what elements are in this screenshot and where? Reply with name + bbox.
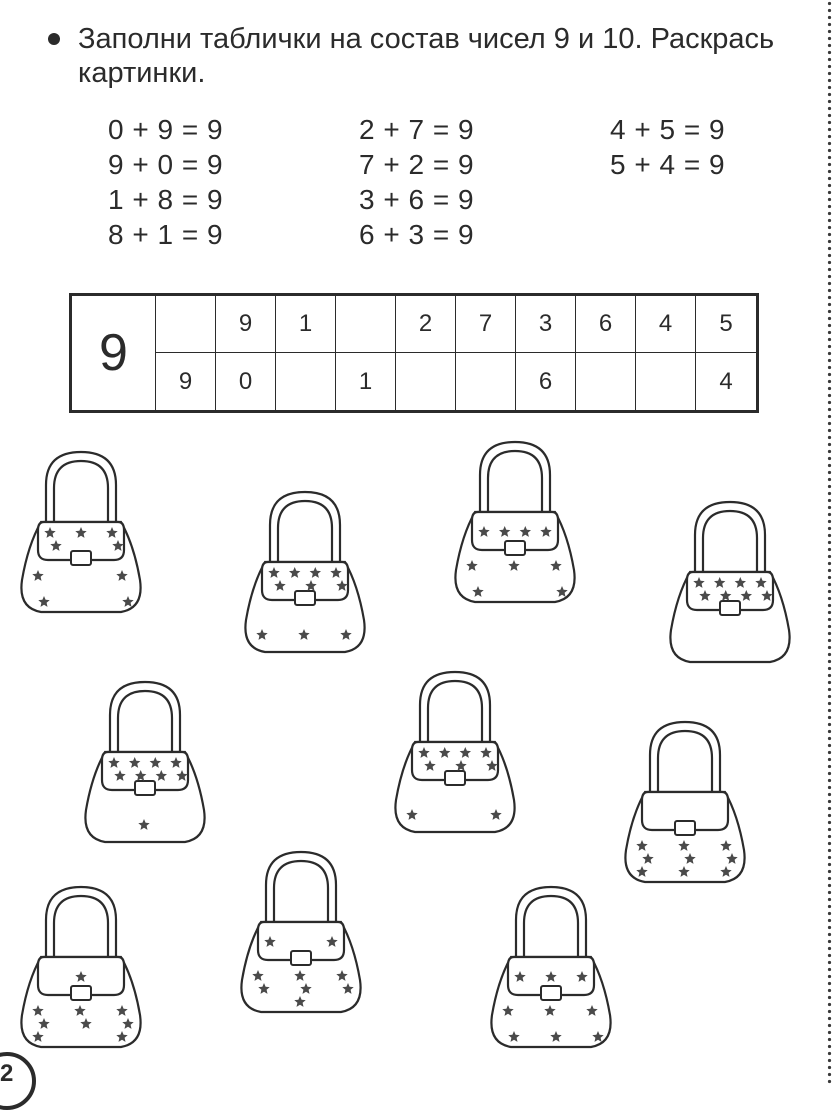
bag-handle	[270, 492, 340, 568]
equation: 8 + 1 = 9	[108, 219, 224, 250]
bag-handle-inner	[54, 896, 108, 963]
bag-handle	[266, 852, 336, 928]
handbag-8[interactable]	[21, 887, 140, 1047]
bag-handle	[695, 502, 765, 578]
bullet-icon	[48, 33, 60, 45]
bag-handle	[110, 682, 180, 758]
equations-column-2	[359, 112, 474, 252]
bag-handle	[480, 442, 550, 518]
bag-clasp	[675, 821, 695, 835]
table-cell-bottom[interactable]: 1	[336, 353, 396, 410]
table-cell-bottom[interactable]: 0	[216, 353, 276, 410]
table-cell-bottom[interactable]	[636, 353, 696, 410]
bag-handle-inner	[274, 861, 328, 928]
handbag-1[interactable]	[21, 452, 140, 612]
table-cell-bottom[interactable]: 4	[719, 367, 733, 395]
equations-column-3	[610, 112, 725, 182]
table-cell-top[interactable]: 1	[276, 296, 336, 353]
bag-clasp	[295, 591, 315, 605]
bag-clasp	[291, 951, 311, 965]
table-cell-bottom[interactable]	[396, 353, 456, 410]
handbag-6[interactable]	[395, 672, 514, 832]
equation: 0 + 9 = 9	[108, 114, 224, 145]
handbag-5[interactable]	[85, 682, 204, 842]
bag-clasp	[135, 781, 155, 795]
bag-handle	[650, 722, 720, 798]
equation: 9 + 0 = 9	[108, 149, 224, 180]
equations-column-1	[108, 112, 223, 252]
page-edge-dots	[827, 0, 832, 1086]
handbag-2[interactable]	[245, 492, 364, 652]
handbag-7[interactable]	[625, 722, 744, 882]
table-cell-top[interactable]: 2	[396, 296, 456, 353]
handbag-9[interactable]	[241, 852, 360, 1012]
bag-clasp	[505, 541, 525, 555]
bag-handle-inner	[488, 451, 542, 518]
table-cell-bottom[interactable]	[576, 353, 636, 410]
equation: 6 + 3 = 9	[359, 219, 475, 250]
bag-clasp	[71, 551, 91, 565]
bag-handle-inner	[54, 461, 108, 528]
table-cell-top[interactable]	[156, 296, 216, 353]
bag-clasp	[445, 771, 465, 785]
table-cell-top[interactable]: 4	[636, 296, 696, 353]
bag-handle-inner	[278, 501, 332, 568]
bag-handle	[46, 452, 116, 528]
composition-table	[69, 293, 759, 413]
bag-clasp	[71, 986, 91, 1000]
equation: 4 + 5 = 9	[610, 114, 726, 145]
handbag-3[interactable]	[455, 442, 574, 602]
equation: 7 + 2 = 9	[359, 149, 475, 180]
bag-handle	[516, 887, 586, 963]
table-grid	[156, 296, 756, 410]
bag-handle-inner	[428, 681, 482, 748]
bag-clasp	[720, 601, 740, 615]
equation: 1 + 8 = 9	[108, 184, 224, 215]
bag-handle-inner	[658, 731, 712, 798]
handbag-4[interactable]	[670, 502, 789, 662]
table-cell-bottom[interactable]	[456, 353, 516, 410]
equations	[108, 112, 788, 252]
bag-clasp	[541, 986, 561, 1000]
equation: 2 + 7 = 9	[359, 114, 475, 145]
table-cell-top[interactable]: 3	[516, 296, 576, 353]
instruction-text: Заполни таблички на состав чисел 9 и 10. Раскрась картинки.	[78, 23, 775, 89]
bag-handle-inner	[703, 511, 757, 578]
table-cell-top[interactable]: 6	[576, 296, 636, 353]
bag-handle-inner	[118, 691, 172, 758]
table-cell-top[interactable]: 9	[216, 296, 276, 353]
instruction	[48, 22, 818, 90]
table-cell-bottom[interactable]: 9	[156, 353, 216, 410]
table-cell-top[interactable]: 7	[456, 296, 516, 353]
bag-handle	[46, 887, 116, 963]
page-number: 2	[0, 1060, 14, 1087]
table-cell-top[interactable]: 5	[696, 296, 756, 353]
equation: 3 + 6 = 9	[359, 184, 475, 215]
handbag-10[interactable]	[491, 887, 610, 1047]
table-number: 9	[72, 296, 156, 410]
table-cell-bottom[interactable]: 6	[516, 353, 576, 410]
table-cell-top[interactable]	[336, 296, 396, 353]
bag-handle	[420, 672, 490, 748]
bag-handle-inner	[524, 896, 578, 963]
table-cell-bottom[interactable]	[276, 353, 336, 410]
equation: 5 + 4 = 9	[610, 149, 726, 180]
